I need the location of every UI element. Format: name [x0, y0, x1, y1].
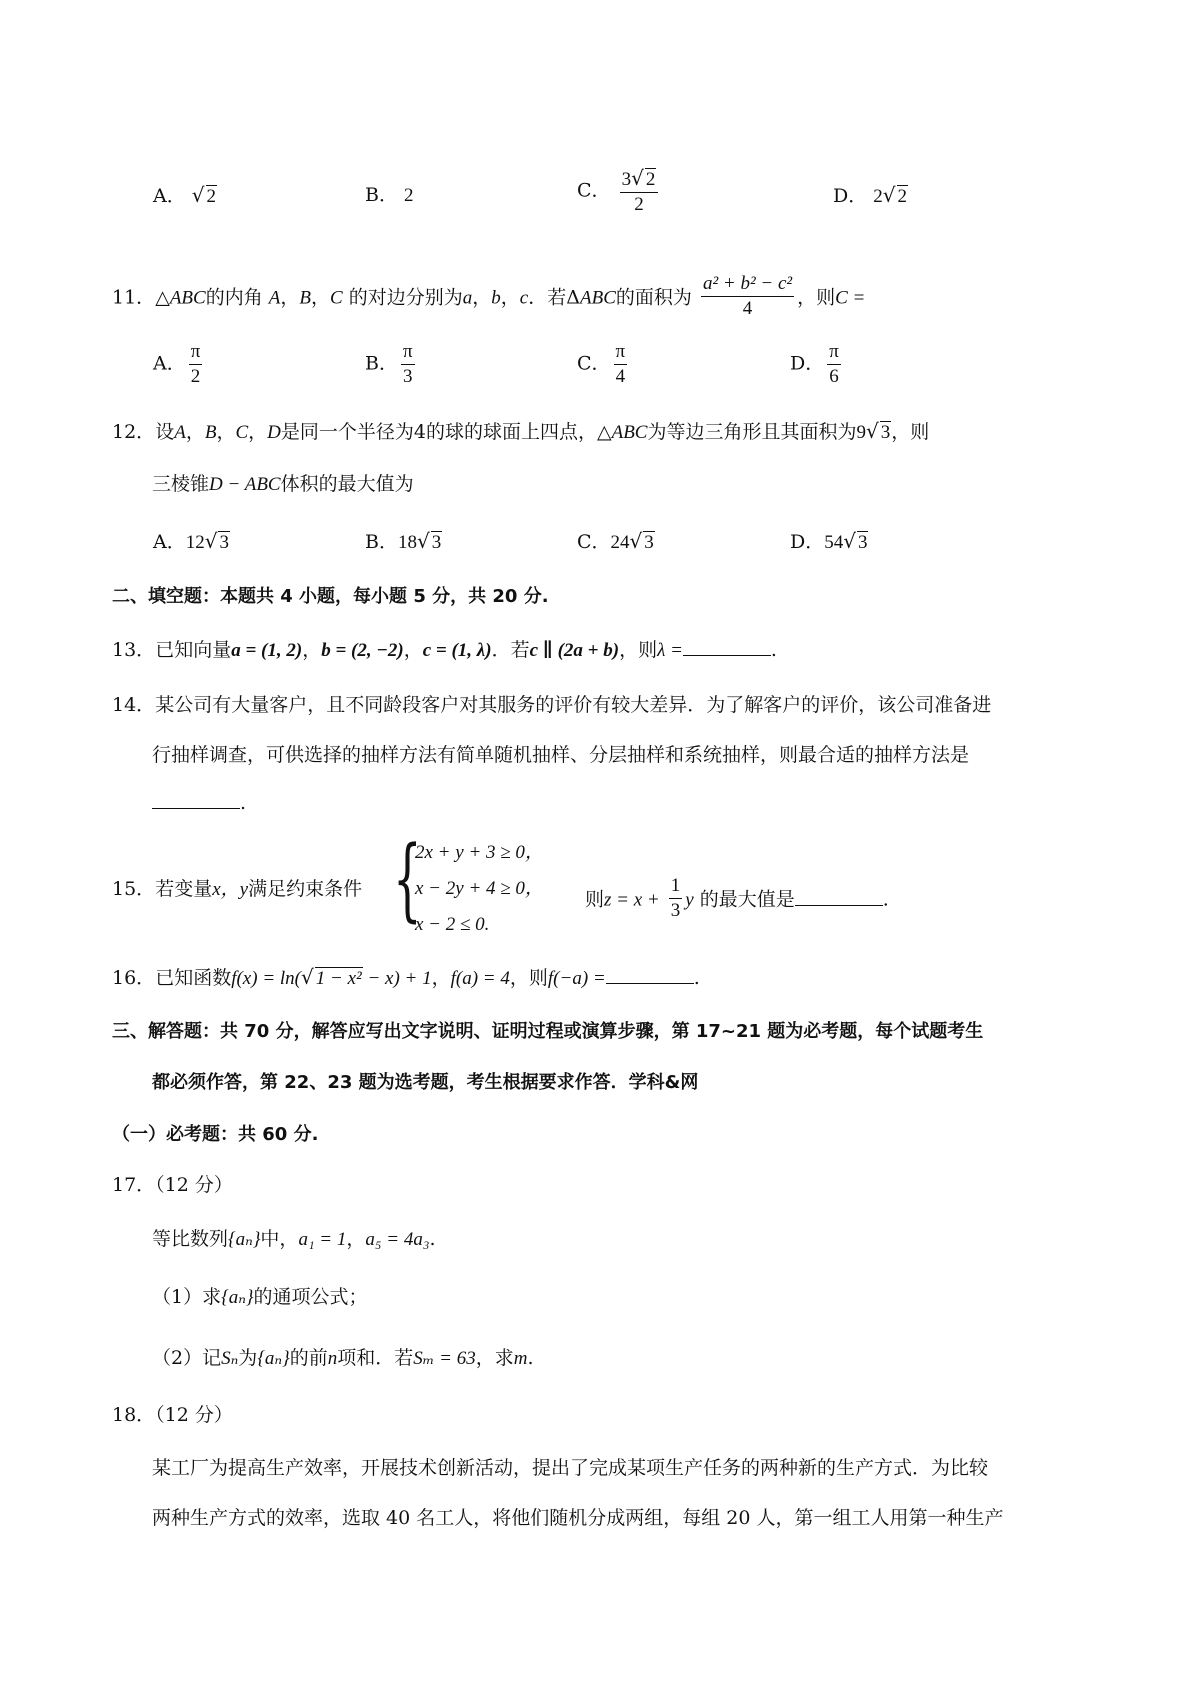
q14-stem-line1: 14．某公司有大量客户，且不同龄段客户对其服务的评价有较大差异．为了解客户的评价，该公司准备进 — [112, 694, 992, 716]
q18-stem-line2: 两种生产方式的效率，选取 40 名工人，将他们随机分成两组，每组 20 人，第一组工人用第一种生产 — [152, 1507, 1004, 1529]
option-fraction: $\frac{3√ 2}{2}$ — [620, 166, 659, 217]
q11-option-a: A． $\frac{\pi}{2}$ — [153, 341, 201, 387]
system-brace: { — [393, 827, 422, 932]
q10-option-d: D． 2√ 2 — [833, 183, 908, 207]
q11-option-c: C． $\frac{\pi}{4}$ — [577, 341, 626, 387]
option-value: 2 — [404, 185, 414, 206]
q12-option-b: B．18√ 3 — [365, 529, 442, 553]
constraint-2: x − 2y + 4 ≥ 0， — [415, 878, 544, 899]
q14-answer-line: . — [152, 790, 246, 816]
q12-stem-line2: 三棱锥D − ABC体积的最大值为 — [152, 473, 414, 495]
q15-stem-left: 15．若变量x，y满足约束条件 — [112, 878, 363, 900]
q10-option-b — [365, 182, 414, 209]
q12-stem-line1: 12．设A，B，C，D是同一个半径为4的球的球面上四点，△ABC为等边三角形且其面积为9√ 3，则 — [112, 419, 930, 443]
option-label: D． — [833, 185, 868, 207]
q17-heading: 17．（12 分） — [112, 1174, 233, 1196]
q11-option-b: B． $\frac{\pi}{3}$ — [365, 341, 413, 387]
section-3-heading-line2: 都必须作答，第 22、23 题为选考题，考生根据要求作答．学科&网 — [152, 1072, 699, 1093]
q11-stem: 11．△ABC的内角 A，B，C 的对边分别为a，b，c．若ΔABC的面积为 $\frac{\text{a² + b² − c²}}{4}$ ，则C = — [112, 273, 866, 319]
q17-part-1: （1）求{aₙ}的通项公式； — [152, 1286, 368, 1308]
q15-stem-right: 则z = x + $\frac{1}{3}$ y 的最大值是 . — [585, 875, 889, 921]
q16-stem: 16．已知函数f(x) = ln(√ 1 − x² − x) + 1，f(a) = 4，则f(−a) = . — [112, 965, 700, 989]
section-3-heading-line1: 三、解答题：共 70 分，解答应写出文字说明、证明过程或演算步骤，第 17~21 题为必考题，每个试题考生 — [112, 1021, 984, 1042]
q17-stem: 等比数列{aₙ}中，a₁ = 1，a₅ = 4a₃. — [152, 1228, 436, 1250]
option-value: 2 — [897, 186, 908, 207]
option-label: A． — [153, 185, 186, 207]
q10-option-c — [577, 166, 661, 217]
answer-blank[interactable] — [795, 887, 883, 906]
option-value: 2 — [206, 186, 217, 207]
option-label: C． — [577, 179, 611, 202]
q10-option-a: A． √ 2 — [153, 183, 217, 207]
area-fraction: $\frac{\text{a² + b² − c²}}{4}$ — [702, 273, 793, 319]
option-label: B． — [365, 184, 398, 206]
constraint-3: x − 2 ≤ 0. — [415, 914, 490, 935]
answer-blank[interactable] — [152, 790, 240, 809]
subsection-required: （一）必考题：共 60 分. — [112, 1124, 319, 1145]
constraint-1: 2x + y + 3 ≥ 0， — [415, 842, 544, 863]
q12-option-d: D．54√ 3 — [790, 529, 868, 553]
q18-heading: 18．（12 分） — [112, 1404, 233, 1426]
q17-part-2: （2）记Sₙ为{aₙ}的前n项和．若Sₘ = 63，求m. — [152, 1347, 534, 1369]
q12-option-a: A．12√ 3 — [153, 529, 229, 553]
answer-blank[interactable] — [683, 637, 771, 656]
q14-stem-line2: 行抽样调查，可供选择的抽样方法有简单随机抽样、分层抽样和系统抽样，则最合适的抽样方法是 — [152, 744, 970, 766]
answer-blank[interactable] — [606, 965, 694, 984]
q13-stem: 13．已知向量a = (1, 2)，b = (2, −2)，c = (1, λ)．若c ∥ (2a + b)，则λ = . — [112, 639, 777, 661]
q11-option-d: D． $\frac{\pi}{6}$ — [790, 341, 839, 387]
q18-stem-line1: 某工厂为提高生产效率，开展技术创新活动，提出了完成某项生产任务的两种新的生产方式．为比较 — [152, 1457, 989, 1479]
section-2-heading: 二、填空题：本题共 4 小题，每小题 5 分，共 20 分. — [112, 586, 549, 607]
q12-option-c: C．24√ 3 — [577, 529, 654, 553]
